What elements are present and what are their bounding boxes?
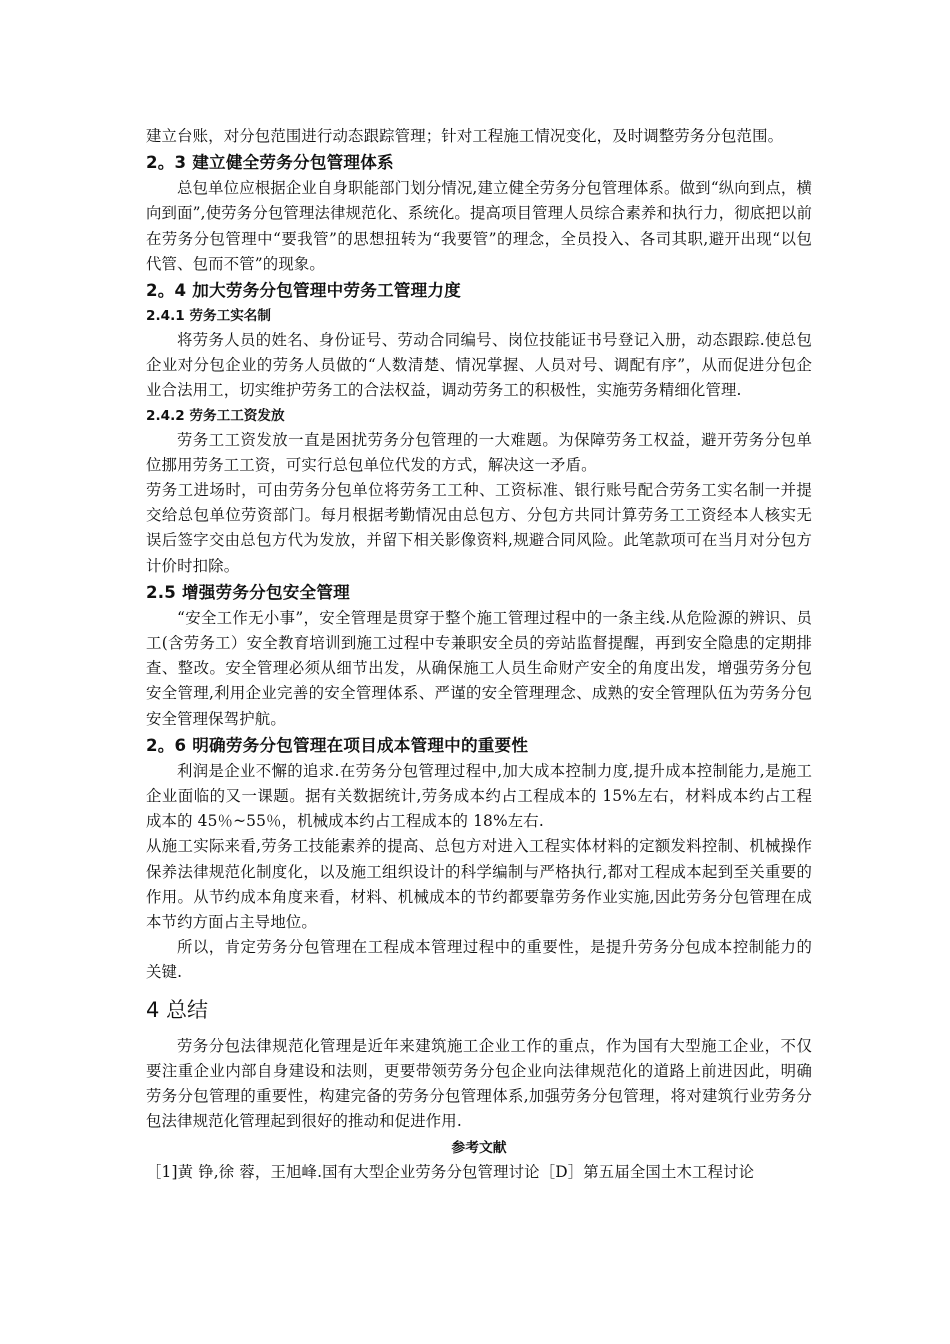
paragraph-wage-issue: 劳务工工资发放一直是困扰劳务分包管理的一大难题。为保障劳务工权益，避开劳务分包单位挪用劳务工工资，可实行总包单位代发的方式，解决这一矛盾。 — [146, 430, 812, 474]
paragraph-real-name-system: 将劳务人员的姓名、身份证号、劳动合同编号、岗位技能证书号登记入册，动态跟踪.使总包企业对分包企业的劳务人员做的“人数清楚、情况掌握、人员对号、调配有序”，从而促进分包企业合法用工，切实维护劳务工的合法权益，调动劳务工的积极性，实施劳务精细化管理. — [146, 331, 812, 400]
heading-2-6: 2。6 明确劳务分包管理在项目成本管理中的重要性 — [146, 735, 529, 755]
paragraph-safety-management: “安全工作无小事”，安全管理是贯穿于整个施工管理过程中的一条主线.从危险源的辨识、员工(含劳务工）安全教育培训到施工过程中专兼职安全员的旁站监督提醒，再到安全隐患的定期排查、整改。安全管理必须从细节出发，从确保施工人员生命财产安全的角度出发，增强劳务分包安全管理,利用企业完善的安全管理体系、严谨的安全管理理念、成熟的安全管理队伍为劳务分包安全管理保驾护航。 — [146, 608, 812, 728]
heading-summary: 4 总结 — [146, 997, 209, 1022]
paragraph-conclusion-key: 所以，肯定劳务分包管理在工程成本管理过程中的重要性，是提升劳务分包成本控制能力的关键. — [146, 938, 812, 982]
heading-2-3: 2。3 建立健全劳务分包管理体系 — [146, 153, 394, 173]
paragraph-cost-control: 利润是企业不懈的追求.在劳务分包管理过程中,加大成本控制力度,提升成本控制能力,是施工企业面临的又一课题。据有关数据统计,劳务成本约占工程成本的 15%左右，材料成本约占工程成本的 45％~55％，机械成本约占工程成本的 18%左右. — [146, 761, 812, 831]
paragraph-account-tracking: 建立台账，对分包范围进行动态跟踪管理；针对工程施工情况变化，及时调整劳务分包范围。 — [146, 127, 784, 145]
references-title: 参考文献 — [451, 1139, 507, 1156]
paragraph-summary: 劳务分包法律规范化管理是近年来建筑施工企业工作的重点，作为国有大型施工企业，不仅要注重企业内部自身建设和法则，更要带领劳务分包企业向法律规范化的道路上前进因此，明确劳务分包管理的重要性，构建完备的劳务分包管理体系,加强劳务分包管理，将对建筑行业劳务分包法律规范化管理起到很好的推动和促进作用. — [146, 1036, 812, 1131]
document-page — [146, 124, 812, 1185]
heading-2-4-2: 2.4.2 劳务工工资发放 — [146, 407, 285, 424]
paragraph-management-system: 总包单位应根据企业自身职能部门划分情况,建立健全劳务分包管理体系。做到“纵向到点，横向到面”,使劳务分包管理法律规范化、系统化。提高项目管理人员综合素养和执行力，彻底把以前在劳务分包管理中“要我管”的思想扭转为“我要管”的理念，全员投入、各司其职,避开出现“以包代管、包而不管”的现象。 — [146, 179, 812, 273]
heading-2-4: 2。4 加大劳务分包管理中劳务工管理力度 — [146, 281, 461, 301]
paragraph-wage-procedure: 劳务工进场时，可由劳务分包单位将劳务工工种、工资标准、银行账号配合劳务工实名制一并提交给总包单位劳资部门。每月根据考勤情况由总包方、分包方共同计算劳务工工资经本人核实无误后签字交由总包方代为发放，并留下相关影像资料,规避合同风险。此笔款项可在当月对分包方计价时扣除。 — [146, 481, 812, 575]
paragraph-construction-practice: 从施工实际来看,劳务工技能素养的提高、总包方对进入工程实体材料的定额发料控制、机械操作保养法律规范化制度化，以及施工组织设计的科学编制与严格执行,都对工程成本起到至关重要的作用。从节约成本角度来看，材料、机械成本的节约都要靠劳务作业实施,因此劳务分包管理在成本节约方面占主导地位。 — [146, 837, 812, 932]
heading-2-4-1: 2.4.1 劳务工实名制 — [146, 308, 271, 325]
reference-item-1: ［1]黄 铮,徐 蓉，王旭峰.国有大型企业劳务分包管理讨论［D］第五届全国土木工程讨论 — [146, 1162, 755, 1181]
heading-2-5: 2.5 增强劳务分包安全管理 — [146, 582, 350, 602]
